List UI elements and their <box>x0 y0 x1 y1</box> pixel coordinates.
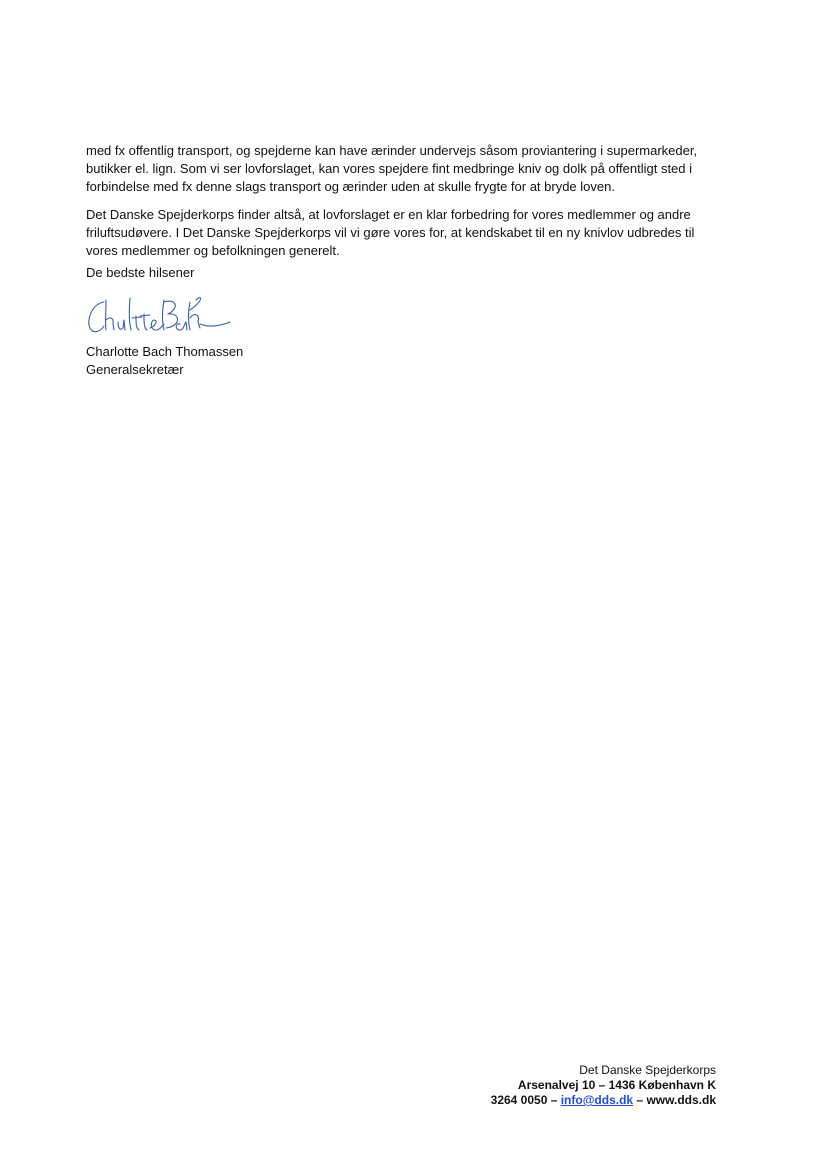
closing-salutation: De bedste hilsener <box>86 265 195 280</box>
paragraph-line: forbindelse med fx denne slags transport og ærinder uden at skulle frygte for at bryde loven. <box>86 179 615 194</box>
signer-block <box>86 343 243 379</box>
letter-body <box>86 142 716 270</box>
paragraph-line: vores medlemmer og befolkningen generelt. <box>86 243 340 258</box>
paragraph-2 <box>86 206 716 260</box>
footer-address: Arsenalvej 10 – 1436 København K <box>517 1078 716 1092</box>
paragraph-1 <box>86 142 716 196</box>
signer-name: Charlotte Bach Thomassen <box>86 344 244 359</box>
letter-footer <box>491 1063 716 1108</box>
footer-email-link[interactable]: info@dds.dk <box>560 1093 634 1107</box>
footer-separator: – <box>547 1093 561 1107</box>
paragraph-line: friluftsudøvere. I Det Danske Spejderkorps vil vi gøre vores for, at kendskabet til en ny knivlov udbredes til <box>86 225 695 240</box>
footer-organization: Det Danske Spejderkorps <box>579 1063 716 1077</box>
handwritten-signature <box>84 290 234 340</box>
footer-phone: 3264 0050 <box>490 1093 548 1107</box>
footer-contact <box>491 1093 716 1108</box>
paragraph-line: butikker el. lign. Som vi ser lovforslaget, kan vores spejdere fint medbringe kniv og dolk på offentligt sted i <box>86 161 693 176</box>
signer-title: Generalsekretær <box>86 362 184 377</box>
paragraph-line: med fx offentlig transport, og spejderne kan have ærinder undervejs såsom proviantering i supermarkeder, <box>86 143 698 158</box>
footer-separator: – <box>633 1093 647 1107</box>
paragraph-line: Det Danske Spejderkorps finder altså, at lovforslaget er en klar forbedring for vores medlemmer og andre <box>86 207 691 222</box>
footer-website: www.dds.dk <box>646 1093 716 1107</box>
